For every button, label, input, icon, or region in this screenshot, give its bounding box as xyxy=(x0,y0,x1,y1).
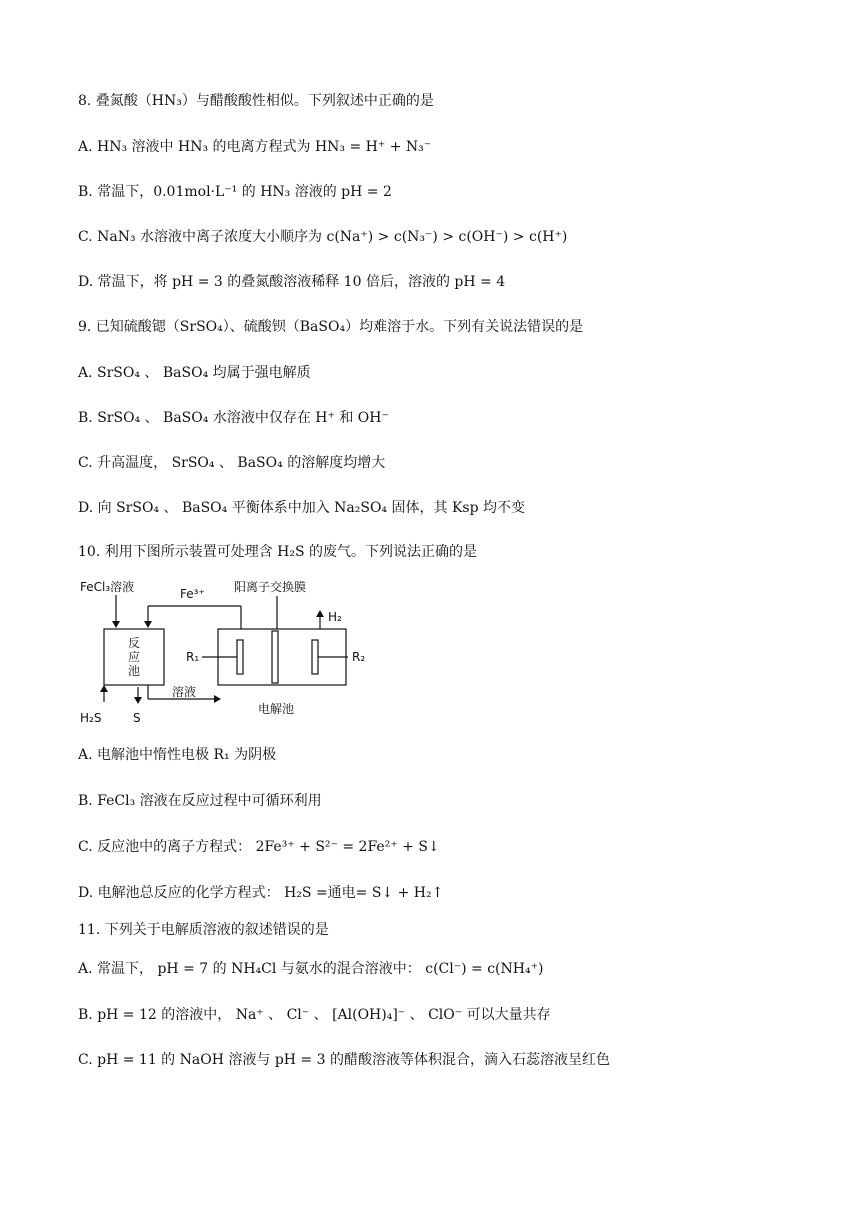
r2-label: R₂ xyxy=(352,650,366,664)
electrolysis-apparatus-diagram xyxy=(76,577,376,727)
reactor-label-3: 池 xyxy=(128,664,141,678)
h2s-arrow-head xyxy=(100,685,108,692)
s-arrow-head xyxy=(134,697,142,704)
fe3-arrow-head xyxy=(144,621,152,628)
solution-arrow-head xyxy=(214,695,221,703)
feed-arrow-head xyxy=(112,621,120,628)
question-9-option-a: A. SrSO₄ 、 BaSO₄ 均属于强电解质 xyxy=(78,365,311,381)
electrode-r2 xyxy=(312,640,318,674)
electrode-r1 xyxy=(237,640,243,674)
question-11-stem: 11. 下列关于电解质溶液的叙述错误的是 xyxy=(78,922,329,938)
solution-label: 溶液 xyxy=(172,685,197,699)
question-10-stem: 10. 利用下图所示装置可处理含 H₂S 的废气。下列说法正确的是 xyxy=(78,544,478,560)
question-10-option-a: A. 电解池中惰性电极 R₁ 为阴极 xyxy=(78,747,277,763)
question-8-option-c: C. NaN₃ 水溶液中离子浓度大小顺序为 c(Na⁺) > c(N₃⁻) > c(OH⁻) > c(H⁺) xyxy=(78,229,568,245)
membrane-label: 阳离子交换膜 xyxy=(234,580,307,594)
question-10-option-d: D. 电解池总反应的化学方程式： H₂S =通电= S↓ + H₂↑ xyxy=(78,885,444,901)
question-11-option-c: C. pH = 11 的 NaOH 溶液与 pH = 3 的醋酸溶液等体积混合，滴入石蕊溶液呈红色 xyxy=(78,1052,610,1068)
question-9-option-d: D. 向 SrSO₄ 、 BaSO₄ 平衡体系中加入 Na₂SO₄ 固体，其 Ksp 均不变 xyxy=(78,500,526,516)
question-8-option-b: B. 常温下，0.01mol·L⁻¹ 的 HN₃ 溶液的 pH = 2 xyxy=(78,184,392,200)
h2s-label: H₂S xyxy=(80,711,102,725)
reactor-label-2: 应 xyxy=(128,650,141,664)
question-9-option-c: C. 升高温度， SrSO₄ 、 BaSO₄ 的溶解度均增大 xyxy=(78,455,386,471)
h2-label: H₂ xyxy=(328,610,342,624)
question-9-stem: 9. 已知硫酸锶（SrSO₄）、硫酸钡（BaSO₄）均难溶于水。下列有关说法错误的是 xyxy=(78,319,584,335)
question-8-option-d: D. 常温下，将 pH = 3 的叠氮酸溶液稀释 10 倍后，溶液的 pH = 4 xyxy=(78,274,506,290)
question-10-option-c: C. 反应池中的离子方程式： 2Fe³⁺ + S²⁻ = 2Fe²⁺ + S↓ xyxy=(78,839,440,855)
question-8-stem: 8. 叠氮酸（HN₃）与醋酸酸性相似。下列叙述中正确的是 xyxy=(78,93,434,109)
question-8-option-a: A. HN₃ 溶液中 HN₃ 的电离方程式为 HN₃ = H⁺ + N₃⁻ xyxy=(78,139,432,155)
question-9-option-b: B. SrSO₄ 、 BaSO₄ 水溶液中仅存在 H⁺ 和 OH⁻ xyxy=(78,410,389,426)
fe3-label: Fe³⁺ xyxy=(180,587,205,601)
question-10-option-b: B. FeCl₃ 溶液在反应过程中可循环利用 xyxy=(78,793,322,809)
fecl3-feed-label: FeCl₃溶液 xyxy=(80,580,135,594)
question-11-option-b: B. pH = 12 的溶液中， Na⁺ 、 Cl⁻ 、 [Al(OH)₄]⁻ 、 ClO⁻ 可以大量共存 xyxy=(78,1007,551,1023)
question-11-option-a: A. 常温下， pH = 7 的 NH₄Cl 与氨水的混合溶液中： c(Cl⁻) = c(NH₄⁺) xyxy=(78,961,544,977)
s-label: S xyxy=(133,711,141,725)
h2-arrow-head xyxy=(316,610,324,617)
reactor-label-1: 反 xyxy=(128,636,141,650)
cation-exchange-membrane xyxy=(272,631,278,683)
electrolysis-label: 电解池 xyxy=(258,702,295,716)
r1-label: R₁ xyxy=(186,650,200,664)
